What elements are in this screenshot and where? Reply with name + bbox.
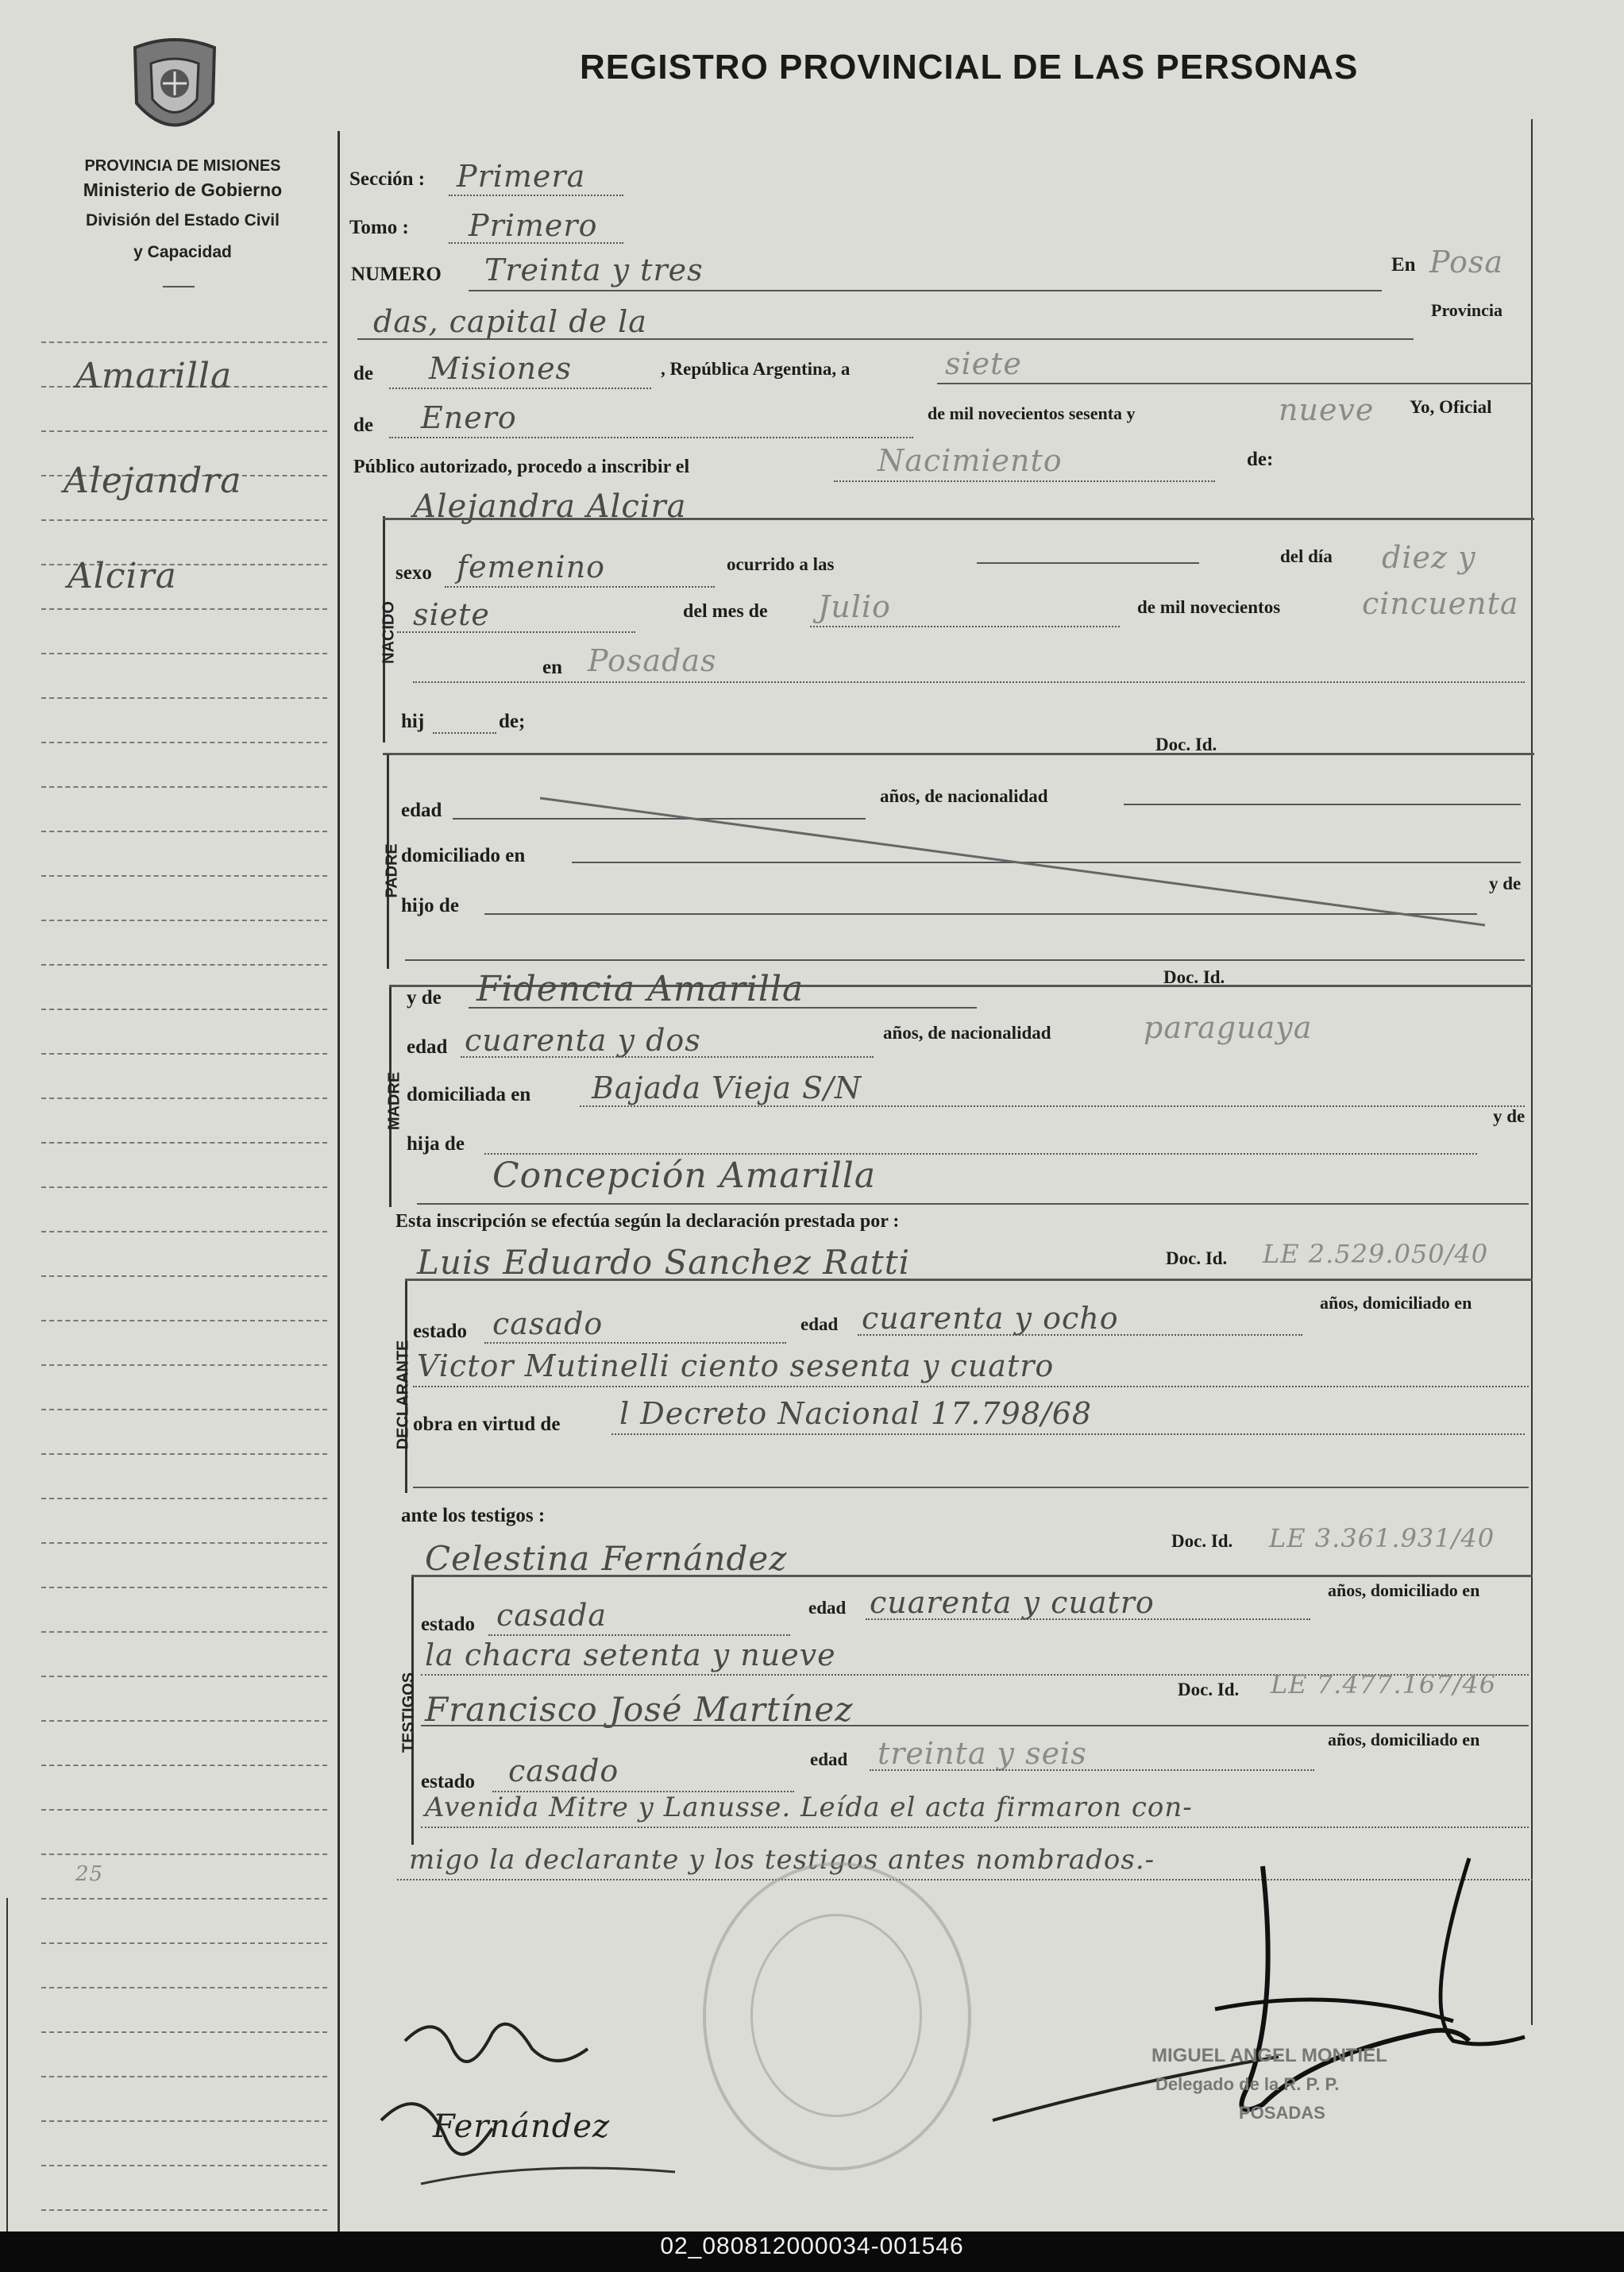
margin-ruled-line [41, 875, 327, 877]
margin-ruled-line [41, 1987, 327, 1988]
declarante-dom-value: Victor Mutinelli ciento sesenta y cuatro [417, 1348, 1055, 1383]
org-line-1: PROVINCIA DE MISIONES [84, 157, 281, 175]
declarante-doc-value: LE 2.529.050/40 [1263, 1239, 1489, 1269]
margin-ruled-line [41, 697, 327, 699]
testigo1-dom-value: la chacra setenta y nueve [425, 1637, 836, 1672]
page-title: REGISTRO PROVINCIAL DE LAS PERSONAS [580, 48, 1359, 87]
image-id-caption: 02_080812000034-001546 [660, 2233, 964, 2259]
margin-ruled-line [41, 1542, 327, 1544]
mes-line [810, 626, 1120, 627]
dia-label: del día [1280, 546, 1333, 566]
numero-label: NUMERO [351, 264, 442, 285]
republica-label: , República Argentina, a [661, 359, 851, 379]
mes-value: Julio [818, 589, 891, 624]
margin-ruled-line [41, 1676, 327, 1677]
declarante-estado-label: estado [413, 1321, 468, 1342]
testigo2-name: Francisco José Martínez [425, 1690, 854, 1729]
main-left-rule [338, 131, 340, 2231]
testigo2-edad-value: treinta y seis [878, 1736, 1087, 1771]
madre-doc-label: Doc. Id. [1163, 967, 1225, 987]
testigo2-dom-line [421, 1826, 1529, 1828]
org-line-3: División del Estado Civil [86, 211, 280, 230]
margin-ruled-line [41, 1186, 327, 1188]
margin-ruled-line [41, 608, 327, 610]
margin-ruled-line [41, 519, 327, 521]
city-continuation: das, capital de la [373, 304, 647, 339]
tomo-label: Tomo : [349, 217, 409, 238]
testigo1-dom-label: años, domiciliado en [1328, 1580, 1480, 1600]
declarante-edad-label: edad [800, 1314, 839, 1334]
anio-value: cincuenta [1362, 586, 1519, 621]
padre-hijo-label: hijo de [401, 895, 459, 916]
testigos-intro: ante los testigos : [401, 1505, 546, 1526]
margin-ruled-line [41, 430, 327, 432]
madre-edad-label: edad [407, 1036, 448, 1058]
margin-ruled-line [41, 2209, 327, 2211]
closing-text: migo la declarante y los testigos antes nombrados.- [409, 1844, 1155, 1876]
margin-ruled-line [41, 1942, 327, 1944]
en-label: En [1391, 254, 1416, 276]
declarante-dom-line [413, 1386, 1529, 1387]
madre-dom-line [580, 1105, 1525, 1107]
madre-dom-label: domiciliada en [407, 1084, 531, 1105]
testigo1-edad-value: cuarenta y cuatro [870, 1585, 1155, 1620]
padre-extra-line [405, 959, 1525, 961]
declarante-estado-value: casado [492, 1306, 604, 1341]
margin-ruled-line [41, 341, 327, 343]
de-colon-label: de: [1247, 449, 1274, 470]
margin-ruled-line [41, 1364, 327, 1366]
coat-of-arms-icon [119, 32, 230, 151]
margin-ruled-line [41, 2120, 327, 2122]
hij-line [433, 732, 496, 734]
nacido-doc-label: Doc. Id. [1155, 735, 1217, 754]
testigo2-name-line [421, 1725, 1529, 1726]
testigo2-estado-value: casado [508, 1753, 619, 1788]
hij-de-label: de; [499, 711, 526, 732]
padre-dom-label: domiciliado en [401, 845, 526, 866]
testigo1-estado-value: casada [496, 1598, 608, 1633]
day-line [937, 383, 1533, 384]
testigos-section-label: TESTIGOS [399, 1672, 418, 1753]
margin-ruled-line [41, 1720, 327, 1722]
act-type-value: Nacimiento [878, 443, 1063, 478]
margin-ruled-line [41, 1275, 327, 1277]
dia-value: diez y [1382, 540, 1476, 575]
oficial-label: Yo, Oficial [1410, 397, 1492, 417]
margin-ruled-line [41, 1320, 327, 1321]
en-value: Posa [1429, 245, 1504, 280]
madre-yde-label: y de [407, 987, 442, 1009]
margin-ruled-line [41, 1587, 327, 1588]
padre-section-label: PADRE [383, 843, 401, 898]
org-divider [163, 286, 195, 287]
lugar-label: en [542, 657, 562, 678]
declarante-top-line [405, 1279, 1533, 1281]
padre-edad-label: edad [401, 800, 442, 821]
declarante-doc-label: Doc. Id. [1166, 1248, 1228, 1268]
sexo-line [445, 586, 715, 588]
year-value: nueve [1279, 392, 1375, 427]
declarante-dom-label: años, domiciliado en [1320, 1293, 1472, 1313]
madre-section-label: MADRE [385, 1071, 403, 1131]
margin-ruled-line [41, 1231, 327, 1232]
act-type-line [834, 480, 1215, 482]
testigo2-doc-value: LE 7.477.167/46 [1271, 1669, 1497, 1699]
testigo1-name: Celestina Fernández [425, 1539, 788, 1578]
province-value: Misiones [429, 351, 573, 386]
official-seal-inner [750, 1914, 922, 2117]
provincia-label: Provincia [1431, 300, 1503, 320]
madre-dom-value: Bajada Vieja S/N [592, 1070, 862, 1105]
lugar-value: Posadas [588, 643, 717, 678]
tomo-value: Primero [469, 208, 598, 243]
testigo1-edad-line [866, 1618, 1310, 1620]
sexo-label: sexo [395, 562, 432, 584]
org-line-2: Ministerio de Gobierno [83, 179, 283, 200]
madre-name: Fidencia Amarilla [476, 969, 804, 1009]
testigo2-dom-label: años, domiciliado en [1328, 1730, 1480, 1749]
tomo-line [449, 242, 623, 244]
province-line [389, 388, 651, 389]
declarante-obra-line [611, 1433, 1525, 1435]
margin-ruled-line [41, 653, 327, 654]
lugar-line [413, 681, 1525, 683]
nacido-name: Alejandra Alcira [413, 488, 687, 525]
testigo2-edad-label: edad [810, 1749, 848, 1769]
testigo1-doc-value: LE 3.361.931/40 [1269, 1523, 1495, 1553]
testigo2-edad-line [870, 1769, 1314, 1771]
official-city: POSADAS [1239, 2103, 1325, 2123]
margin-ruled-line [41, 2165, 327, 2166]
margin-ruled-line [41, 2031, 327, 2033]
margin-ruled-line [41, 1898, 327, 1900]
official-signature [977, 1850, 1549, 2144]
testigo1-edad-label: edad [808, 1598, 847, 1618]
declarante-obra-label: obra en virtud de [413, 1414, 561, 1435]
margin-ruled-line [41, 1409, 327, 1410]
margin-ruled-line [41, 1853, 327, 1855]
hij-label: hij [401, 711, 425, 732]
testigo1-estado-label: estado [421, 1614, 476, 1635]
declarante-obra-value: l Decreto Nacional 17.798/68 [619, 1396, 1093, 1431]
numero-value: Treinta y tres [484, 253, 704, 287]
main-right-rule [1531, 119, 1533, 2025]
margin-ruled-line [41, 964, 327, 966]
nacido-name-line [383, 518, 1534, 520]
official-name: MIGUEL ANGEL MONTIEL [1151, 2045, 1387, 2066]
madre-hija-label: hija de [407, 1133, 465, 1155]
madre-nac-value: paraguaya [1144, 1010, 1313, 1045]
margin-ruled-line [41, 786, 327, 788]
madre-bottom-line [417, 1203, 1529, 1205]
de-label: de [353, 363, 373, 384]
nacido-bottom-line [383, 753, 1534, 755]
de-label-2: de [353, 415, 373, 436]
margin-ruled-line [41, 1097, 327, 1099]
margin-ruled-line [41, 1453, 327, 1455]
dia-continuation: siete [413, 597, 490, 632]
margin-ruled-line [41, 2076, 327, 2077]
margin-ruled-line [41, 1631, 327, 1633]
testigo1-doc-label: Doc. Id. [1171, 1531, 1233, 1551]
numero-line [469, 290, 1382, 291]
sexo-value: femenino [457, 550, 606, 584]
hora-label: ocurrido a las [727, 554, 835, 574]
margin-ruled-line [41, 1809, 327, 1811]
padre-nac-label: años, de nacionalidad [880, 786, 1048, 806]
testigo1-name-line [411, 1575, 1533, 1577]
declarante-edad-line [858, 1334, 1302, 1336]
city-line [357, 338, 1414, 340]
margin-given-name: Alejandra [64, 461, 242, 501]
madre-edad-value: cuarenta y dos [465, 1023, 701, 1058]
dia-cont-line [397, 631, 635, 633]
padre-strike-line [540, 794, 1493, 929]
madre-nac-label: años, de nacionalidad [883, 1023, 1051, 1043]
hora-line [977, 562, 1199, 564]
madre-yde2-label: y de [1493, 1106, 1526, 1126]
seccion-value: Primera [457, 159, 586, 194]
declarante-estado-line [484, 1342, 786, 1344]
declarante-bottom-line [413, 1487, 1529, 1488]
madre-name-line [469, 1007, 977, 1009]
padre-yde-label: y de [1489, 874, 1522, 893]
madre-hija-line [484, 1153, 1477, 1155]
left-edge-rule [6, 1898, 8, 2231]
testigo2-dom-value: Avenida Mitre y Lanusse. Leída el acta firmaron con- [425, 1792, 1193, 1823]
year-label: de mil novecientos sesenta y [928, 403, 1136, 423]
margin-ruled-line [41, 1142, 327, 1144]
month-value: Enero [421, 400, 517, 435]
witness-signature-text: Fernández [433, 2108, 611, 2145]
testigo2-doc-label: Doc. Id. [1178, 1680, 1240, 1699]
margin-mark: 25 [75, 1862, 104, 1886]
margin-second-name: Alcira [68, 556, 177, 596]
margin-ruled-line [41, 1765, 327, 1766]
margin-surname: Amarilla [75, 356, 233, 396]
nacido-section-label: NACIDO [380, 601, 398, 664]
mes-label: del mes de [683, 601, 768, 622]
madre-mother-name: Concepción Amarilla [492, 1155, 877, 1196]
madre-edad-line [461, 1056, 874, 1058]
margin-ruled-line [41, 1498, 327, 1499]
declarante-section-label: DECLARANTE [394, 1340, 412, 1450]
official-title: Delegado de la R. P. P. [1155, 2074, 1340, 2094]
declaracion-intro: Esta inscripción se efectúa según la declaración prestada por : [395, 1211, 900, 1232]
testigo1-estado-line [488, 1634, 790, 1636]
margin-ruled-line [41, 742, 327, 743]
margin-ruled-line [41, 920, 327, 921]
margin-ruled-line [41, 831, 327, 832]
publico-label: Público autorizado, procedo a inscribir el [353, 457, 690, 477]
margin-ruled-line [41, 1009, 327, 1010]
seccion-label: Sección : [349, 168, 426, 190]
left-signatures [373, 2001, 715, 2200]
day-value: siete [945, 346, 1022, 381]
anio-label: de mil novecientos [1137, 597, 1281, 617]
margin-ruled-line [41, 1053, 327, 1055]
seccion-line [449, 195, 623, 196]
declarante-edad-value: cuarenta y ocho [862, 1301, 1119, 1336]
org-line-4: y Capacidad [133, 243, 232, 261]
testigo2-estado-label: estado [421, 1771, 476, 1792]
declarante-name: Luis Eduardo Sanchez Ratti [417, 1243, 911, 1282]
month-line [389, 437, 913, 438]
